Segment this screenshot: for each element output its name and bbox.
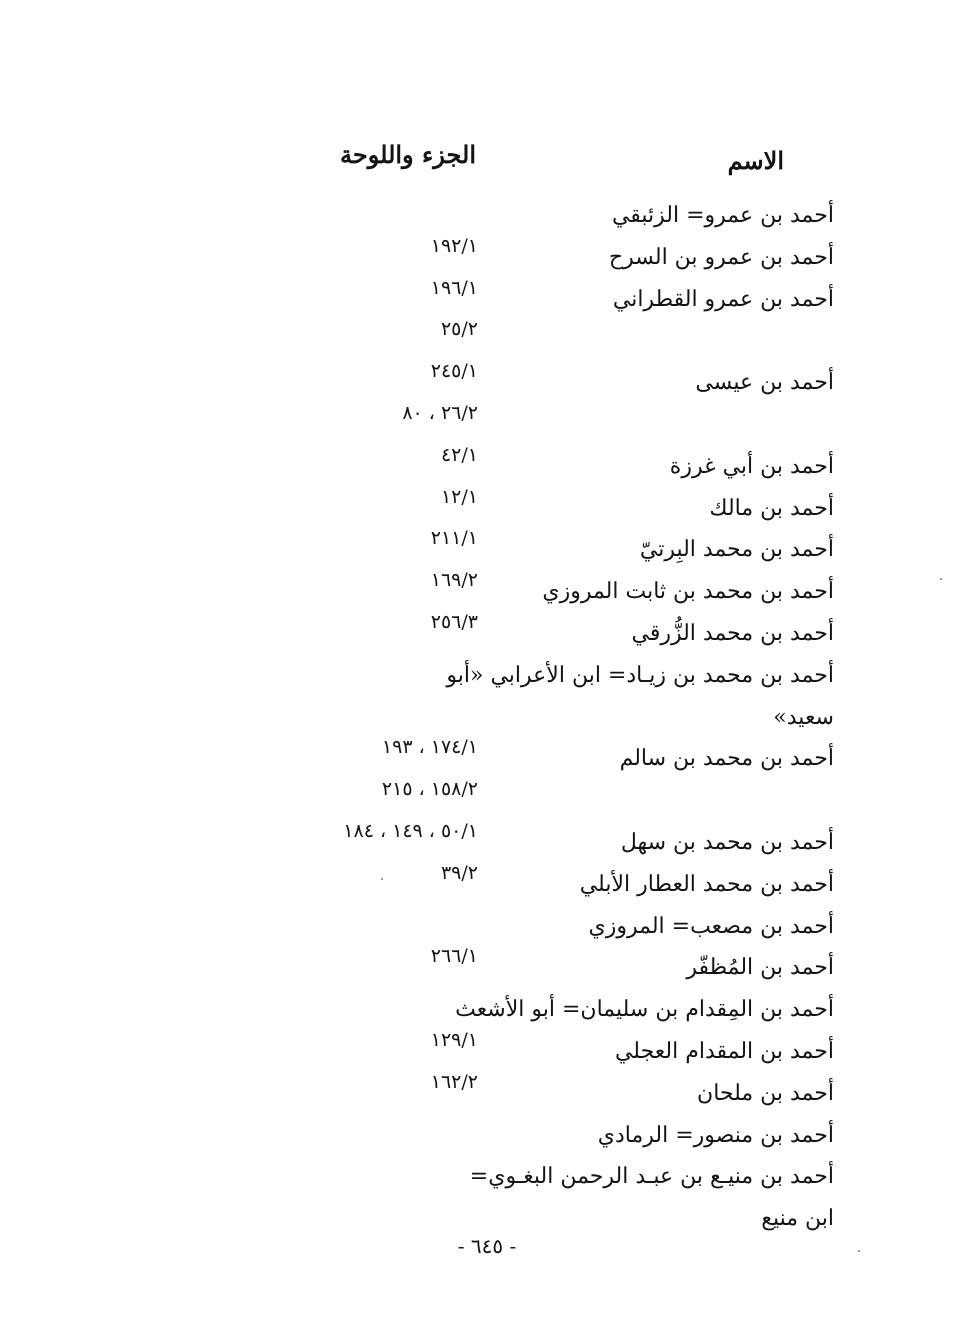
index-row [0,443,964,491]
index-row [0,611,964,658]
index-row [0,1120,964,1160]
entry-name: أحمد بن محمد العطار الأبلي [579,871,834,897]
entry-name: أحمد بن عيسى [695,370,834,396]
index-row [0,318,964,365]
entry-volume-plate: ١٢٩/١ [430,1029,478,1051]
entry-name: أحمد بن عمرو بن السرح [608,244,834,270]
scan-speck [858,1250,860,1252]
entry-volume-plate: ١٩٦/١ [430,276,478,299]
index-row [0,820,964,867]
entry-name: ابن منيع [761,1206,834,1232]
index-row [0,1029,964,1076]
index-row [0,702,964,742]
entry-name: أحمد بن مالك [709,495,834,521]
entry-name: أحمد بن مصعب= المروزي [588,913,834,939]
entry-name: أحمد بن منيـع بن عبـد الرحمن البغـوي= [469,1164,834,1190]
index-row [0,736,964,783]
index-row [0,994,964,1034]
index-row [0,1070,964,1118]
index-row [0,200,964,240]
entry-volume-plate: ١٧٤/١ ، ١٩٣ [381,736,478,759]
index-row [0,569,964,616]
entry-volume-plate: ١٢/١ [440,485,478,508]
entry-name: أحمد بن محمد بن سهل [620,830,834,855]
volume-plate-column-header: الجزء واللوحة [340,140,476,169]
entry-volume-plate: ٢٦٦/١ [430,945,478,968]
entry-name: أحمد بن عمرو= الزئبقي [611,203,834,228]
scan-speck [381,878,383,880]
index-row [0,276,964,324]
entry-name: أحمد بن ملحان [697,1080,834,1106]
name-column-header: الاسم [727,146,784,175]
entry-name: أحمد بن أبي غرزة [669,453,834,479]
entry-volume-plate: ٢٦/٢ ، ٨٠ [402,402,478,424]
index-row [0,360,964,407]
index-row [0,402,964,449]
entry-name: أحمد بن محمد بن سالم [619,746,834,772]
entry-name: أحمد بن منصور= الرمادي [597,1122,834,1148]
index-row [0,527,964,574]
entry-name: أحمد بن المِقدام بن سليمان= أبو الأشعث [455,997,834,1023]
entry-volume-plate: ٢٥/٢ [440,318,478,341]
index-row [0,945,964,992]
entry-volume-plate: ٢٤٥/١ [430,360,478,383]
entry-volume-plate: ٣٩/٢ [440,861,478,884]
entry-volume-plate: ٢٥٦/٣ [430,611,478,633]
entry-name: أحمد بن محمد البِرتيّ [639,537,834,563]
entry-name: أحمد بن المُظفّر [686,955,834,981]
scan-speck [940,578,942,580]
entry-name: أحمد بن محمد بن زيـاد= ابن الأعرابي «أبو [446,662,834,688]
entry-volume-plate: ٤٢/١ [440,443,478,466]
index-row [0,234,964,282]
entry-name: أحمد بن محمد بن ثابت المروزي [542,579,834,605]
index-row [0,778,964,825]
index-row [0,861,964,909]
entry-volume-plate: ٥٠/١ ، ١٤٩ ، ١٨٤ [343,820,478,842]
index-row [0,1161,964,1201]
page-number: - ٦٤٥ - [457,1234,517,1258]
entry-volume-plate: ١٦٩/٢ [430,569,478,592]
index-row [0,660,964,700]
entry-volume-plate: ١٥٨/٢ ، ٢١٥ [381,778,478,801]
index-row [0,911,964,951]
entry-volume-plate: ١٦٢/٢ [430,1070,478,1093]
entry-name: أحمد بن محمد الزُّرقي [631,621,834,646]
entry-name: أحمد بن عمرو القطراني [612,286,834,312]
entry-name: أحمد بن المقدام العجلي [614,1039,834,1064]
index-row [0,485,964,533]
entry-name: سعيد» [773,704,834,730]
entry-volume-plate: ٢١١/١ [430,527,478,550]
entry-volume-plate: ١٩٢/١ [430,234,478,257]
